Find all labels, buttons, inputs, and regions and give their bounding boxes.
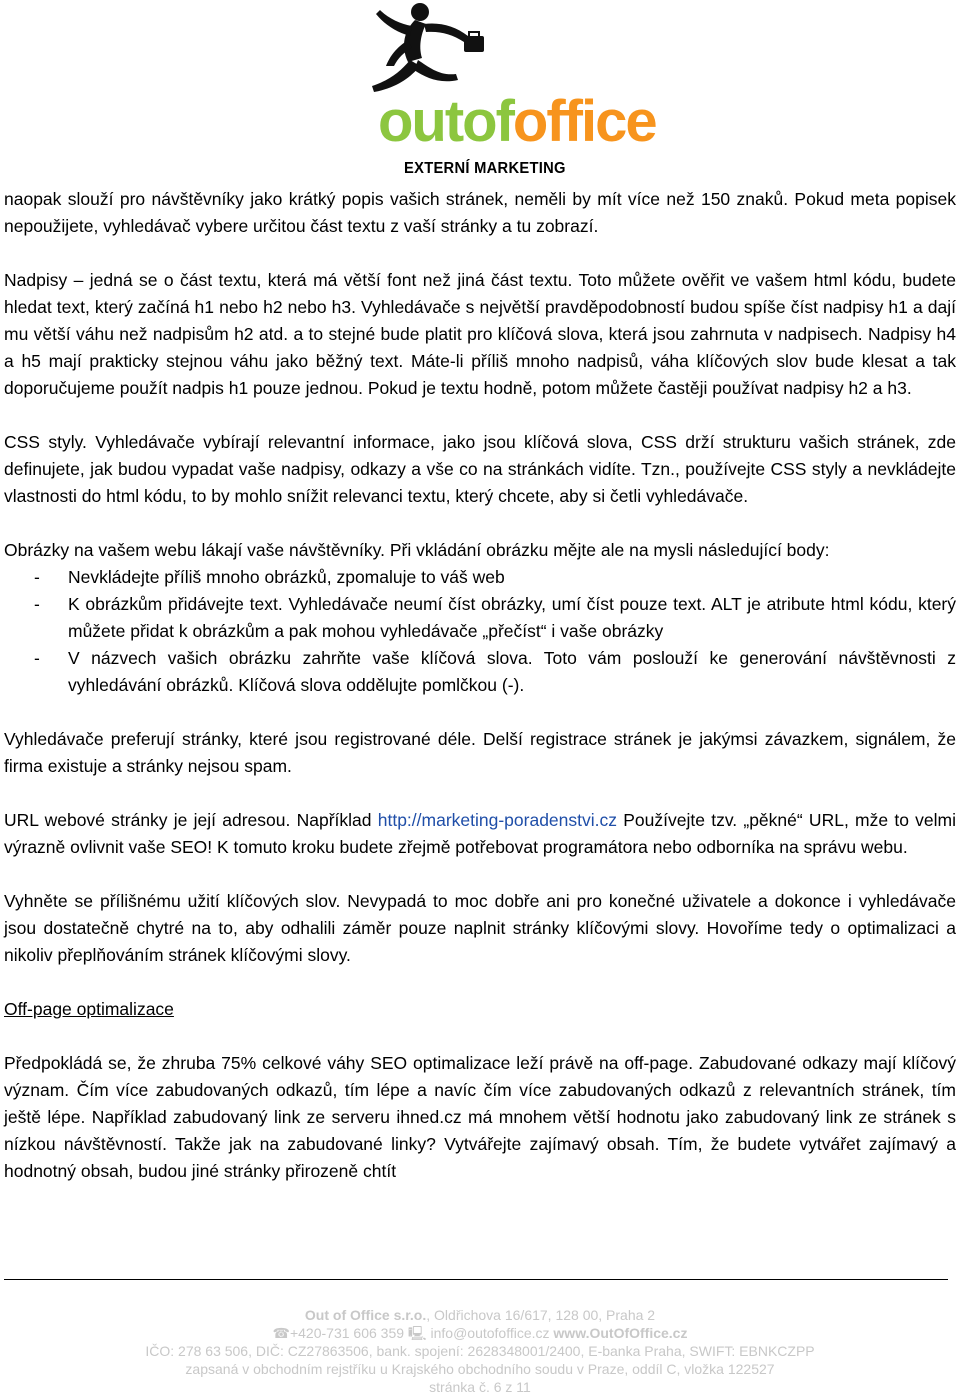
paragraph-meta: naopak slouží pro návštěvníky jako krátký popis vašich stránek, neměli by mít více než 150 znaků. Pokud meta popisek nepoužijete, vyhledávač vybere určitou část textu z vaší stránky a tu zobrazí.	[4, 189, 956, 236]
offpage-heading	[4, 996, 956, 1023]
list-bullet: -	[34, 594, 40, 614]
list-item	[4, 645, 956, 699]
footer-registry: zapsaná v obchodním rejstříku u Krajského obchodního soudu v Praze, oddíl C, vložka 122527	[185, 1361, 775, 1377]
paragraph-images-intro: Obrázky na vašem webu lákají vaše návštěvníky. Při vkládání obrázku mějte ale na mysli následující body:	[4, 540, 830, 560]
paragraph-offpage: Předpokládá se, že zhruba 75% celkové váhy SEO optimalizace leží právě na off-page. Zabudované odkazy mají klíčový význam. Čím více zabudovaných odkazů, tím lépe a navíc čím více zabudovaných odkazů z relevantních stránek, tím ještě lépe. Například zabudovaný link ze serveru ihned.cz má mnohem větší hodnotu jako zabudovaný link ze stránek s nízkou návštěvností. Takže jak na zabudované linky? Vytvářejte zajímavý obsah. Tím, že budete vytvářet zajímavý a hodnotný obsah, budou jiné stránky přirozeně chtít	[4, 1053, 956, 1181]
computer-icon: 🖳	[407, 1325, 427, 1341]
url-text-before: URL webové stránky je její adresou. Například	[4, 810, 378, 830]
footer-company: Out of Office s.r.o.	[304, 1307, 427, 1323]
logo-brand	[378, 90, 656, 154]
footer-ids: IČO: 278 63 506, DIČ: CZ27863506, bank. spojení: 2628348001/2400, E-banka Praha, SWIFT: EBNKCZPP	[145, 1343, 815, 1359]
logo-tagline: EXTERNÍ MARKETING	[404, 160, 566, 177]
paragraph-registration: Vyhledávače preferují stránky, které jsou registrované déle. Delší registrace stránek je jakýmsi závazkem, signálem, že firma existuje a stránky nejsou spam.	[4, 729, 956, 776]
footer-line-contact	[0, 1324, 960, 1342]
paragraph-headings: Nadpisy – jedná se o část textu, která má větší font než jiná část textu. Toto můžete ověřit ve vašem html kódu, budete hledat text, který začíná h1 nebo h2 nebo h3. Vyhledávače s největší pravděpodobností budou spíše číst nadpisy h1 a dají mu větší váhu než nadpisům h2 atd. a to stejné bude platit pro klíčová slova, která jsou zahrnuta v nadpisech. Nadpisy h4 a h5 mají prakticky stejnou váhu jako běžný text. Máte-li příliš mnoho nadpisů, váha klíčových slov bude klesat a tak doporučujeme použít nadpis h1 pouze jednou. Pokud je textu hodně, potom můžete častěji používat nadpisy h2 a h3.	[4, 270, 956, 398]
footer-web: www.OutOfOffice.cz	[553, 1325, 688, 1341]
logo-brand-part2: office	[512, 89, 656, 154]
images-list	[4, 564, 956, 699]
footer-phone: +420-731 606 359	[289, 1325, 405, 1341]
running-man-icon	[360, 0, 610, 100]
footer-address: , Oldřichova 16/617, 128 00, Praha 2	[426, 1307, 656, 1323]
document-body	[4, 186, 956, 1185]
list-item-text: V názvech vašich obrázku zahrňte vaše klíčová slova. Toto vám poslouží ke generování návštěvnosti z vyhledávání obrázků. Klíčová slova oddělujte pomlčkou (-).	[68, 648, 956, 695]
page-number: stránka č. 6 z 11	[429, 1379, 531, 1395]
list-item	[4, 564, 956, 591]
paragraph-keywords: Vyhněte se přílišnému užití klíčových slov. Nevypadá to moc dobře ani pro konečné uživatele a dokonce i vyhledávače jsou dostatečně chytré na to, aby odhalili záměr pouze naplnit stránky klíčovými slovy. Hovoříme tedy o optimalizaci a nikoliv přeplňováním stránek klíčovými slovy.	[4, 891, 956, 965]
company-logo	[360, 0, 656, 182]
list-item-text: K obrázkům přidávejte text. Vyhledávače neumí číst obrázky, umí číst pouze text. ALT je atribute html kódu, který můžete přidat k obrázkům a pak mohou vyhledávače „přečíst“ i vaše obrázky	[68, 594, 956, 641]
phone-icon: ☎	[272, 1325, 290, 1341]
logo-brand-part1: outof	[378, 89, 513, 154]
footer-divider	[4, 1279, 948, 1280]
marketing-link[interactable]: http://marketing-poradenstvi.cz	[377, 810, 618, 830]
offpage-heading-text: Off-page optimalizace	[4, 999, 174, 1019]
list-item-text: Nevkládejte příliš mnoho obrázků, zpomaluje to váš web	[68, 567, 505, 587]
list-item	[4, 591, 956, 645]
footer-line-company	[0, 1306, 960, 1324]
url-text-after: Používejte tzv. „pěkné“ URL, mže to velmi výrazně ovlivnit vaše SEO! K tomuto kroku budete zřejmě potřebovat programátora nebo odborníka na správu webu.	[4, 810, 957, 857]
paragraph-url	[4, 807, 956, 861]
footer-email: info@outofoffice.cz	[430, 1325, 550, 1341]
list-bullet: -	[34, 567, 40, 587]
list-bullet: -	[34, 648, 40, 668]
paragraph-css: CSS styly. Vyhledávače vybírají relevantní informace, jako jsou klíčová slova, CSS drží strukturu vašich stránek, zde definujete, jak budou vypadat vaše nadpisy, odkazy a vše co na stránkách vidíte. Tzn., používejte CSS styly a nevkládejte vlastnosti do html kódu, to by mohlo snížit relevanci textu, který chcete, aby si četli vyhledávače.	[4, 432, 956, 506]
page-footer	[0, 1306, 960, 1396]
